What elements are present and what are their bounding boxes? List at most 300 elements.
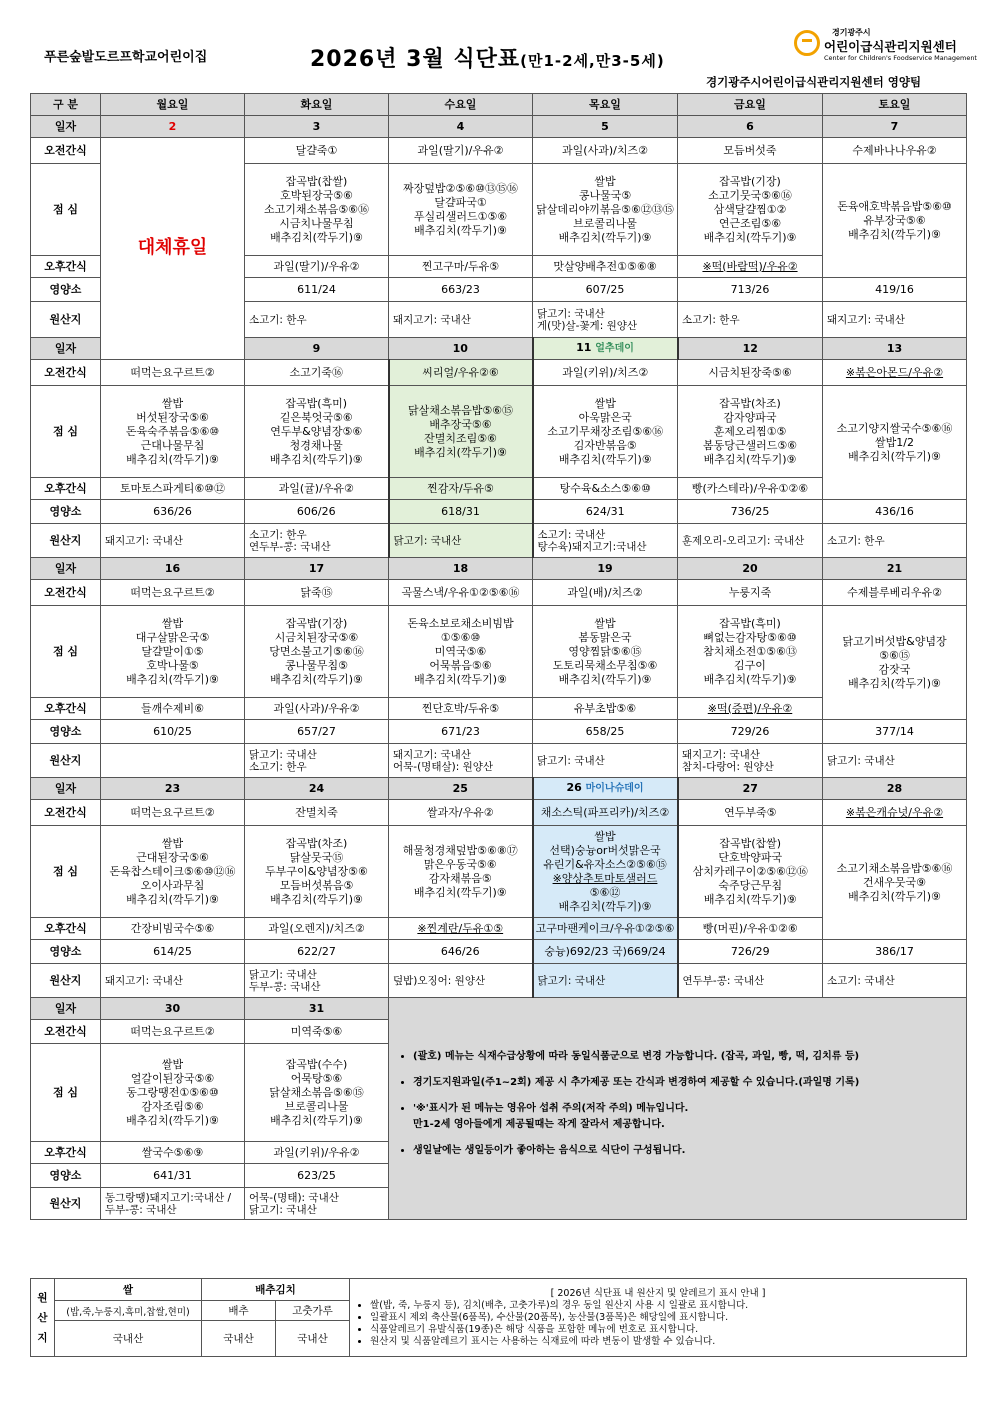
am-snack: 누룽지죽 bbox=[728, 585, 772, 599]
origin-cell bbox=[823, 524, 967, 558]
org-name: 경기광주시어린이급식관리지원센터 영양팀 bbox=[706, 75, 922, 89]
row-label-nutrition: 영양소 bbox=[31, 278, 101, 302]
menu-line: 닭살데리야끼볶음⑤⑥⑫⑬⑮ bbox=[536, 202, 674, 216]
menu-line: 단호박양파국 bbox=[718, 850, 783, 864]
origin-label-1: 원 bbox=[37, 1291, 48, 1304]
lunch-cell bbox=[245, 164, 389, 256]
nutrition-cell bbox=[678, 278, 823, 302]
origin-info-item: • 쌀(밥, 죽, 누룽지 등), 김치(배추, 고춧가루)의 경우 동일 원산지 사용 시 일괄로 표시합니다. bbox=[370, 1300, 958, 1312]
title-sub: (만1-2세,만3-5세) bbox=[520, 52, 665, 70]
lunch-cell bbox=[389, 606, 533, 698]
nutrition-value: 726/29 bbox=[730, 944, 770, 958]
pm-snack: 맛살양배추전①⑤⑥⑧ bbox=[553, 259, 657, 273]
origin-line: 덮밥)오징어: 원양산 bbox=[393, 974, 486, 987]
menu-line: 쌀밥 bbox=[594, 396, 616, 410]
am-snack-cell bbox=[823, 138, 967, 164]
day-header: 화요일 bbox=[245, 94, 389, 116]
table-row bbox=[31, 826, 967, 918]
row-label-gubun: 구 분 bbox=[31, 94, 101, 116]
table-row bbox=[31, 116, 967, 138]
pm-snack-cell bbox=[533, 478, 678, 500]
date-cell bbox=[245, 558, 389, 580]
am-snack: 떠먹는요구르트② bbox=[130, 1024, 215, 1038]
pm-snack: 찐단호박/두유⑤ bbox=[421, 701, 500, 715]
date-cell bbox=[389, 338, 533, 360]
pm-snack: 과일(오렌지)/치즈② bbox=[268, 921, 365, 935]
menu-line: 잡곡밥(기장) bbox=[719, 174, 781, 188]
menu-line: 감잣국 bbox=[878, 662, 911, 676]
pm-snack-cell bbox=[533, 256, 678, 278]
date-number: 9 bbox=[312, 341, 321, 355]
menu-line: 도토리묵채소무침⑤⑥ bbox=[552, 658, 658, 672]
logo-main: 어린이급식관리지원센터 bbox=[824, 39, 957, 54]
nutrition-cell bbox=[101, 1164, 245, 1188]
origin-line: 소고기: 한우 bbox=[249, 760, 307, 773]
am-snack: 떠먹는요구르트② bbox=[130, 365, 215, 379]
menu-line: 쌀밥 bbox=[161, 836, 184, 850]
menu-line: 잡곡밥(흑미) bbox=[285, 396, 348, 410]
origin-cell bbox=[245, 1188, 389, 1220]
nutrition-value: 377/14 bbox=[875, 724, 914, 738]
row-label-am_snack: 오전간식 bbox=[31, 360, 101, 386]
date-number: 28 bbox=[886, 781, 903, 795]
menu-line: 참치채소전①⑤⑥⑬ bbox=[703, 644, 797, 658]
menu-line: 배추김치(깍두기)⑨ bbox=[703, 452, 797, 466]
menu-line: 쌀밥 bbox=[594, 829, 616, 843]
menu-line: 잡곡밥(차조) bbox=[719, 396, 781, 410]
am-snack: 떠먹는요구르트② bbox=[130, 805, 215, 819]
am-snack-cell bbox=[678, 360, 823, 386]
nutrition-value: 641/31 bbox=[153, 1168, 192, 1182]
am-snack-cell bbox=[823, 580, 967, 606]
date-number: 20 bbox=[742, 561, 758, 575]
menu-line: 쌀밥 bbox=[161, 616, 184, 630]
row-label-date: 일자 bbox=[31, 778, 101, 800]
am-snack-cell bbox=[101, 360, 245, 386]
table-row bbox=[31, 94, 967, 116]
row-label-pm_snack: 오후간식 bbox=[31, 698, 101, 720]
menu-line: 소고기채소볶음밥⑤⑥⑯ bbox=[836, 861, 953, 875]
day-header: 월요일 bbox=[101, 94, 245, 116]
pm-snack-cell bbox=[389, 478, 533, 500]
menu-line: 배추김치(깍두기)⑨ bbox=[848, 676, 941, 690]
pm-snack-cell bbox=[533, 698, 678, 720]
table-row bbox=[31, 500, 967, 524]
origin-cell bbox=[823, 964, 967, 998]
date-cell bbox=[678, 338, 823, 360]
pm-snack-cell bbox=[533, 918, 678, 940]
menu-line: 배추김치(깍두기)⑨ bbox=[703, 672, 797, 686]
am-snack-cell bbox=[245, 138, 389, 164]
nutrition-cell bbox=[245, 1164, 389, 1188]
date-cell bbox=[389, 116, 533, 138]
lunch-cell bbox=[533, 606, 678, 698]
nutrition-value: 611/24 bbox=[297, 282, 336, 296]
pm-snack-cell bbox=[678, 256, 823, 278]
origin-cell bbox=[678, 302, 823, 338]
menu-line: 오이사과무침 bbox=[140, 878, 205, 892]
origin-line: 돼지고기: 국내산 bbox=[393, 748, 471, 761]
rice-origin: 국내산 bbox=[55, 1321, 202, 1357]
table-row bbox=[31, 720, 967, 744]
date-number: 11 bbox=[576, 341, 592, 354]
menu-line: 배추김치(깍두기)⑨ bbox=[413, 885, 507, 899]
menu-line: 감자양파국 bbox=[723, 410, 777, 424]
origin-cell bbox=[245, 302, 389, 338]
date-number: 16 bbox=[164, 561, 181, 575]
date-cell bbox=[678, 116, 823, 138]
lunch-cell bbox=[823, 164, 967, 278]
am-snack-cell bbox=[823, 360, 967, 386]
notes-box bbox=[389, 998, 967, 1220]
origin-cell bbox=[101, 964, 245, 998]
menu-line: 연두부&양념장⑤⑥ bbox=[270, 424, 363, 438]
note-item bbox=[413, 1075, 956, 1091]
menu-line: 소고기채소볶음⑤⑥⑯ bbox=[263, 202, 370, 216]
origin-cell bbox=[823, 744, 967, 778]
menu-line: 배추김치(깍두기)⑨ bbox=[848, 227, 941, 241]
origin-line: 돼지고기: 국내산 bbox=[827, 313, 905, 326]
pm-snack: 찐감자/두유⑤ bbox=[427, 481, 494, 495]
am-snack-cell bbox=[245, 360, 389, 386]
am-snack-cell bbox=[245, 580, 389, 606]
menu-line: 시금치된장국⑤⑥ bbox=[274, 630, 359, 644]
nutrition-cell bbox=[101, 500, 245, 524]
table-row bbox=[31, 558, 967, 580]
menu-line: 배추김치(깍두기)⑨ bbox=[848, 449, 941, 463]
lunch-cell bbox=[101, 386, 245, 478]
am-snack-cell bbox=[389, 138, 533, 164]
date-number: 2 bbox=[168, 119, 177, 133]
lunch-cell bbox=[533, 164, 678, 256]
row-label-origin: 원산지 bbox=[31, 744, 101, 778]
origin-line: 연두부-콩: 국내산 bbox=[249, 540, 331, 553]
menu-line: 삼치카레구이②⑤⑥⑫⑯ bbox=[692, 864, 808, 878]
date-number: 18 bbox=[452, 561, 469, 575]
nutrition-cell bbox=[823, 500, 967, 524]
nutrition-cell bbox=[389, 720, 533, 744]
menu-line: 버섯된장국⑤⑥ bbox=[136, 410, 209, 424]
am-snack: 과일(배)/치즈② bbox=[567, 585, 643, 599]
row-label-am_snack: 오전간식 bbox=[31, 800, 101, 826]
note-text: • '※'표시가 된 메뉴는 영유아 섭취 주의(저작 주의) 메뉴입니다. bbox=[413, 1102, 689, 1114]
origin-cell bbox=[533, 964, 678, 998]
origin-cell bbox=[678, 524, 823, 558]
day-header: 목요일 bbox=[533, 94, 678, 116]
nutrition-cell bbox=[678, 720, 823, 744]
date-cell bbox=[101, 116, 245, 138]
origin-line: 돼지고기: 국내산 bbox=[682, 748, 760, 761]
am-snack-cell bbox=[533, 800, 678, 826]
date-number: 3 bbox=[312, 119, 321, 133]
menu-line: 닭살채소볶음밥⑤⑥⑮ bbox=[407, 403, 514, 417]
pm-snack: 토마토스파게티⑥⑩⑫ bbox=[119, 481, 226, 495]
date-number: 30 bbox=[164, 1001, 181, 1015]
menu-line: 브로콜리나물 bbox=[573, 216, 637, 230]
menu-line: 쌀밥 bbox=[594, 174, 616, 188]
pm-snack: 과일(딸기)/우유② bbox=[273, 259, 360, 273]
menu-line: 어묵탕⑤⑥ bbox=[290, 1071, 343, 1085]
lunch-cell bbox=[245, 1044, 389, 1142]
nutrition-value: 숭늉)692/23 국)669/24 bbox=[544, 944, 666, 958]
date-cell bbox=[533, 558, 678, 580]
row-label-pm_snack: 오후간식 bbox=[31, 1142, 101, 1164]
date-number: 13 bbox=[886, 341, 903, 355]
nutrition-cell bbox=[678, 940, 823, 964]
pm-snack: ※떡(증편)/우유② bbox=[707, 701, 793, 715]
nutrition-cell bbox=[533, 500, 678, 524]
pm-snack-cell bbox=[245, 256, 389, 278]
nutrition-cell bbox=[533, 940, 678, 964]
origin-cell bbox=[389, 744, 533, 778]
origin-line: 닭고기: 국내산 bbox=[537, 974, 606, 987]
cabbage-origin: 국내산 bbox=[202, 1321, 276, 1357]
lunch-cell bbox=[245, 606, 389, 698]
date-cell bbox=[101, 998, 245, 1020]
lunch-cell bbox=[823, 826, 967, 940]
origin-line: 어묵-(명태살): 원양산 bbox=[393, 760, 494, 773]
date-cell bbox=[101, 778, 245, 800]
row-label-date: 일자 bbox=[31, 558, 101, 580]
origin-line: 연두부-콩: 국내산 bbox=[682, 974, 765, 987]
am-snack: 시금치된장죽⑤⑥ bbox=[708, 365, 792, 379]
lunch-cell bbox=[101, 826, 245, 918]
am-snack: 모듬버섯죽 bbox=[723, 143, 777, 157]
origin-label-3: 지 bbox=[37, 1331, 48, 1344]
menu-line: 소고기무채장조림⑤⑥⑯ bbox=[547, 424, 664, 438]
origin-line: 두부-콩: 국내산 bbox=[249, 980, 321, 993]
nutrition-value: 636/26 bbox=[153, 504, 192, 518]
menu-line: 숙주당근무침 bbox=[718, 878, 783, 892]
note-item bbox=[413, 1101, 956, 1133]
nutrition-value: 729/26 bbox=[730, 724, 770, 738]
nutrition-value: 624/31 bbox=[585, 504, 625, 518]
menu-line: 봄동맑은국 bbox=[578, 630, 632, 644]
date-number: 7 bbox=[890, 119, 899, 133]
origin-info-title: [ 2026년 식단표 내 원산지 및 알레르기 표시 안내 ] bbox=[550, 1287, 766, 1299]
date-number: 10 bbox=[452, 341, 468, 355]
origin-line: 소고기: 국내산 bbox=[537, 528, 606, 541]
menu-line: 김구이 bbox=[734, 658, 766, 672]
table-row bbox=[31, 360, 967, 386]
nutrition-cell bbox=[245, 720, 389, 744]
am-snack: ※볶은캐슈넛/우유② bbox=[845, 805, 944, 819]
pm-snack-cell bbox=[245, 1142, 389, 1164]
nutrition-cell bbox=[533, 720, 678, 744]
menu-line: 선택)숭늉or버섯맑은국 bbox=[549, 843, 661, 857]
note-item bbox=[413, 1143, 956, 1159]
row-label-am_snack: 오전간식 bbox=[31, 138, 101, 164]
lunch-cell bbox=[678, 606, 823, 698]
menu-line: 맑은우동국⑤⑥ bbox=[423, 857, 497, 871]
menu-line: 배추김치(깍두기)⑨ bbox=[270, 1113, 363, 1127]
nutrition-cell bbox=[823, 720, 967, 744]
row-label-am_snack: 오전간식 bbox=[31, 580, 101, 606]
origin-line: 닭고기: 국내산 bbox=[393, 534, 462, 547]
menu-line: 감자조림⑤⑥ bbox=[141, 1099, 204, 1113]
am-snack-cell bbox=[389, 580, 533, 606]
menu-line: 잡곡밥(수수) bbox=[285, 1057, 348, 1071]
lunch-cell bbox=[533, 826, 678, 918]
kimchi-header: 배추김치 bbox=[202, 1279, 350, 1301]
menu-line: 배추김치(깍두기)⑨ bbox=[414, 445, 507, 459]
row-label-origin: 원산지 bbox=[31, 302, 101, 338]
row-label-lunch: 점 심 bbox=[31, 386, 101, 478]
row-label-date: 일자 bbox=[31, 116, 101, 138]
menu-line: 배추김치(깍두기)⑨ bbox=[703, 892, 797, 906]
am-snack-cell bbox=[823, 800, 967, 826]
origin-cell bbox=[678, 964, 823, 998]
date-cell bbox=[245, 778, 389, 800]
table-row bbox=[31, 524, 967, 558]
am-snack-cell bbox=[245, 800, 389, 826]
menu-line: 근대나물무침 bbox=[140, 438, 205, 452]
nutrition-cell bbox=[389, 278, 533, 302]
menu-line: 청경채나물 bbox=[289, 438, 343, 452]
date-cell bbox=[678, 558, 823, 580]
menu-line: 배추김치(깍두기)⑨ bbox=[126, 1113, 219, 1127]
date-cell bbox=[678, 778, 823, 800]
table-row bbox=[31, 800, 967, 826]
menu-line: 건새우뭇국⑨ bbox=[863, 875, 926, 889]
row-label-date: 일자 bbox=[31, 998, 101, 1020]
nutrition-cell bbox=[823, 278, 967, 302]
menu-line: 콩나물무침⑤ bbox=[285, 658, 348, 672]
row-label-nutrition: 영양소 bbox=[31, 500, 101, 524]
origin-info bbox=[350, 1279, 967, 1357]
nutrition-value: 671/23 bbox=[441, 724, 480, 738]
am-snack-cell bbox=[101, 580, 245, 606]
origin-line: 돼지고기: 국내산 bbox=[105, 534, 183, 547]
am-snack-cell bbox=[245, 1020, 389, 1044]
date-number: 24 bbox=[308, 781, 325, 795]
center-logo bbox=[790, 28, 977, 68]
pepper-header: 고춧가루 bbox=[276, 1301, 350, 1321]
menu-line: 브로콜리나물 bbox=[284, 1099, 349, 1113]
nutrition-value: 646/26 bbox=[440, 944, 480, 958]
lunch-cell bbox=[389, 164, 533, 256]
nutrition-value: 658/25 bbox=[585, 724, 625, 738]
row-label-nutrition: 영양소 bbox=[31, 720, 101, 744]
nutrition-cell bbox=[101, 720, 245, 744]
lunch-cell bbox=[678, 386, 823, 478]
row-label-date: 일자 bbox=[31, 338, 101, 360]
date-cell bbox=[823, 558, 967, 580]
holiday-label: 대체휴일 bbox=[137, 236, 208, 258]
menu-line: 잡곡밥(흑미) bbox=[719, 616, 781, 630]
nutrition-cell bbox=[389, 500, 533, 524]
menu-line: 쌀밥 bbox=[161, 1057, 184, 1071]
origin-line: 닭고기: 국내산 bbox=[537, 307, 605, 320]
origin-info-item: • 식품알레르기 유발식품(19종)은 해당 식품을 포함한 메뉴에 번호로 표시합니다. bbox=[370, 1324, 958, 1336]
menu-line: 배추김치(깍두기)⑨ bbox=[270, 230, 363, 244]
rice-sub: (밥,죽,누룽지,흑미,찹쌀,현미) bbox=[55, 1301, 202, 1321]
date-number: 6 bbox=[746, 119, 754, 133]
menu-line: 소고기뭇국⑤⑥⑯ bbox=[708, 188, 792, 202]
pm-snack-cell bbox=[389, 698, 533, 720]
am-snack-cell bbox=[678, 138, 823, 164]
lunch-cell bbox=[823, 606, 967, 720]
date-cell bbox=[389, 778, 533, 800]
origin-label-2: 산 bbox=[37, 1311, 48, 1324]
menu-table bbox=[30, 93, 967, 1220]
menu-line: 모듬버섯볶음⑤ bbox=[279, 878, 354, 892]
menu-line: 닭살뭇국⑮ bbox=[289, 850, 344, 864]
pm-snack: ※찐계란/두유①⑤ bbox=[417, 921, 504, 935]
menu-line: 달걀말이①⑤ bbox=[141, 644, 204, 658]
origin-cell bbox=[678, 744, 823, 778]
logo-en: Center for Children's Foodservice Management bbox=[824, 54, 977, 62]
nutrition-value: 663/23 bbox=[441, 282, 480, 296]
menu-line: 잡곡밥(찹쌀) bbox=[719, 836, 782, 850]
am-snack: 과일(딸기)/우유② bbox=[417, 143, 504, 157]
lunch-cell bbox=[533, 386, 678, 478]
origin-line: 소고기: 한우 bbox=[827, 534, 885, 547]
origin-info-item: • 원산지 및 식품알레르기 표시는 사용하는 식재료에 따라 변동이 발생할 수 있습니다. bbox=[370, 1336, 958, 1348]
pm-snack: 과일(키위)/우유② bbox=[273, 1145, 360, 1159]
am-snack-cell bbox=[533, 138, 678, 164]
date-number: 23 bbox=[164, 781, 181, 795]
pm-snack-cell bbox=[678, 478, 823, 500]
row-label-lunch: 점 심 bbox=[31, 826, 101, 918]
nutrition-cell bbox=[823, 940, 967, 964]
row-label-nutrition: 영양소 bbox=[31, 940, 101, 964]
menu-line: 뼈없는감자탕⑤⑥⑩ bbox=[703, 630, 797, 644]
nutrition-cell bbox=[533, 278, 678, 302]
event-badge: 얼추데이 bbox=[595, 343, 634, 354]
menu-line: 배추장국⑤⑥ bbox=[429, 417, 492, 431]
menu-line: 깉은북엇국⑤⑥ bbox=[279, 410, 353, 424]
menu-line: 배추김치(깍두기)⑨ bbox=[414, 672, 507, 686]
row-label-pm_snack: 오후간식 bbox=[31, 478, 101, 500]
pm-snack: 빵(머핀)/우유①②⑥ bbox=[702, 921, 798, 935]
date-number: 21 bbox=[886, 561, 903, 575]
nutrition-cell bbox=[245, 940, 389, 964]
am-snack: 수제바나나우유② bbox=[852, 143, 937, 157]
row-label-lunch: 점 심 bbox=[31, 1044, 101, 1142]
menu-line: 잔멸치조림⑤⑥ bbox=[424, 431, 497, 445]
nutrition-cell bbox=[245, 278, 389, 302]
holiday-cell bbox=[101, 138, 245, 360]
row-label-lunch: 점 심 bbox=[31, 164, 101, 256]
menu-line: 근대된장국⑤⑥ bbox=[136, 850, 209, 864]
origin-line: 소고기: 한우 bbox=[249, 313, 307, 326]
table-row bbox=[31, 964, 967, 998]
menu-line: 소고기양지쌀국수⑤⑥⑯ bbox=[836, 421, 953, 435]
pm-snack-cell bbox=[245, 918, 389, 940]
pm-snack: 탕수육&소스⑤⑥⑩ bbox=[559, 481, 651, 495]
am-snack-cell bbox=[101, 800, 245, 826]
origin-cell bbox=[389, 964, 533, 998]
pm-snack: 들깨수제비⑥ bbox=[141, 701, 204, 715]
row-label-origin: 원산지 bbox=[31, 524, 101, 558]
cabbage-header: 배추 bbox=[202, 1301, 276, 1321]
note-text: • (괄호) 메뉴는 식재수급상황에 따라 동일식품군으로 변경 가능합니다. (잡곡, 과일, 빵, 떡, 김치류 등) bbox=[413, 1050, 860, 1062]
am-snack-cell bbox=[389, 800, 533, 826]
menu-line: 배추김치(깍두기)⑨ bbox=[558, 899, 652, 913]
origin-line: 소고기: 국내산 bbox=[827, 974, 895, 987]
menu-line: 호박나물⑤ bbox=[146, 658, 199, 672]
menu-line: 배추김치(깍두기)⑨ bbox=[270, 672, 363, 686]
lunch-cell bbox=[389, 826, 533, 918]
nutrition-value: 736/25 bbox=[730, 504, 770, 518]
menu-line: 해물청경채덮밥⑤⑥⑧⑰ bbox=[402, 843, 518, 857]
lunch-cell bbox=[245, 386, 389, 478]
date-number: 26 bbox=[566, 781, 582, 794]
menu-line: 영양찜닭⑤⑥⑮ bbox=[568, 644, 642, 658]
table-row bbox=[31, 744, 967, 778]
menu-line: 유린기&유자소스②⑤⑥⑮ bbox=[543, 857, 667, 871]
